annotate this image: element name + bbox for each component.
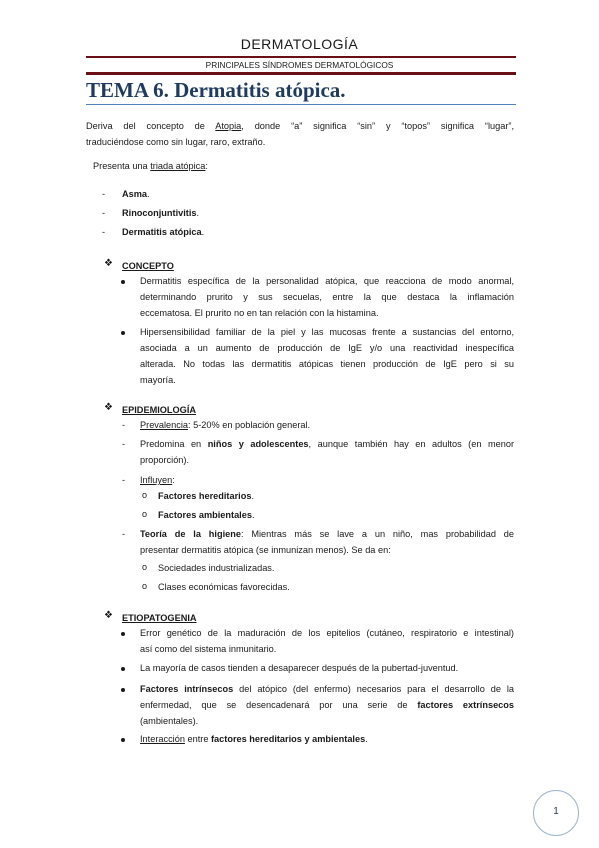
section-heading-epidemiologia: EPIDEMIOLOGÍA (122, 405, 197, 415)
influyen-term: Influyen (140, 475, 173, 485)
text-span: : Mientras más se lave a un niño, mas probabilidad de (240, 529, 514, 539)
term-intrinsecos: Factores intrínsecos (140, 684, 234, 694)
etio-bullet-3 (140, 681, 514, 729)
triad-item-rino: Rinoconjuntivitis. (122, 208, 200, 218)
term-adolescentes: adolescentes (250, 439, 309, 449)
triad-item-label: Rinoconjuntivitis (122, 208, 197, 218)
page-number: 1 (553, 806, 559, 817)
triad-intro (93, 158, 208, 174)
section-heading-concepto: CONCEPTO (122, 261, 174, 271)
dash-marker: - (122, 439, 126, 449)
bullet-dot-icon (121, 632, 125, 636)
term-factores: factores hereditarios y ambientales (211, 734, 366, 744)
influyen-line (140, 472, 175, 488)
bullet-dot-icon (121, 280, 125, 284)
text-line: asociada a un aumento de producción de IgE y/o una reactividad inespecífica (140, 343, 514, 353)
text-span: Predomina en (140, 439, 208, 449)
text-span: . (365, 734, 368, 744)
text-line: Hipersensibilidad familiar de la piel y las mucosas frente a sustancias del entorno, (140, 327, 514, 337)
header-rule-bottom (86, 72, 516, 75)
intro-text-a: Deriva del concepto de (86, 121, 216, 131)
text-line: alterada. No todas las dermatitis atópicas tienen producción de IgE pero si su (140, 359, 514, 369)
section-heading-etiopatogenia: ETIOPATOGENIA (122, 613, 197, 623)
influyen-item: Factores hereditarios. (158, 491, 255, 501)
bullet-dot-icon (121, 667, 125, 671)
bullet-dot-icon (121, 331, 125, 335)
running-header-title: DERMATOLOGÍA (240, 36, 359, 52)
prevalencia-text: : 5-20% en población general. (188, 420, 311, 430)
dash-marker: - (122, 420, 126, 430)
text-span: : (172, 475, 175, 485)
text-span: entre (184, 734, 211, 744)
text-span: , aunque también hay en adultos (en menor (308, 439, 515, 449)
diamond-bullet-icon: ❖ (104, 402, 113, 413)
concepto-bullet-2 (140, 324, 514, 388)
term-ninos: niños (207, 439, 233, 449)
intro-text-b: , donde “a” significa “sin” y “topos” significa “lugar”, (241, 121, 514, 131)
text-line: (ambientales). (140, 716, 199, 726)
page-title: TEMA 6. Dermatitis atópica. (86, 78, 346, 102)
teoria-subitem: Clases económicas favorecidas. (158, 582, 290, 592)
dash-marker: - (122, 529, 126, 539)
triad-item-dermatitis: Dermatitis atópica. (122, 227, 205, 237)
bullet-dot-icon (121, 688, 125, 692)
text-line: eccematosa. El prurito no en tan relación con la histamina. (140, 308, 379, 318)
bullet-dot-icon (121, 738, 125, 742)
triad-item-asma: Asma. (122, 189, 150, 199)
text-span: del atópico (del enfermo) necesarios para el desarrollo de la (233, 684, 514, 694)
etio-bullet-1 (140, 625, 514, 657)
teoria-subitem: Sociedades industrializadas. (158, 563, 275, 573)
circle-bullet-icon: o (142, 562, 148, 572)
text-line: determinando prurito y sus secuelas, entre la que destaca la inflamación (140, 292, 514, 302)
text-span: y (232, 439, 251, 449)
concepto-bullet-1 (140, 273, 514, 321)
item-label: Factores hereditarios (158, 491, 252, 501)
triad-colon: : (205, 161, 208, 171)
prevalencia-term: Prevalencia (140, 420, 189, 430)
item-label: Factores ambientales (158, 510, 252, 520)
triad-term: triada atópica (150, 161, 206, 171)
header-rule-top (86, 56, 516, 58)
term-extrinsecos: factores extrínsecos (417, 700, 515, 710)
text-line: mayoría. (140, 375, 176, 385)
circle-bullet-icon: o (142, 490, 148, 500)
influyen-item: Factores ambientales. (158, 510, 255, 520)
circle-bullet-icon: o (142, 509, 148, 519)
triad-item-label: Dermatitis atópica (122, 227, 202, 237)
text-line: así como del sistema inmunitario. (140, 644, 277, 654)
text-line: presentar dermatitis atópica (se inmunizan menos). Se da en: (140, 545, 391, 555)
teoria-item (140, 526, 514, 558)
dash-marker: - (122, 475, 126, 485)
running-header-subtitle: PRINCIPALES SÍNDROMES DERMATOLÓGICOS (205, 60, 394, 70)
atopia-term: Atopia (215, 121, 242, 131)
dash-marker: - (102, 208, 106, 218)
dash-marker: - (102, 189, 106, 199)
prevalencia-line (140, 417, 310, 433)
circle-bullet-icon: o (142, 581, 148, 591)
intro-paragraph (86, 118, 514, 150)
triad-text: Presenta una (93, 161, 151, 171)
interaccion-term: Interacción (140, 734, 185, 744)
intro-line-2: traduciéndose como sin lugar, raro, extraño. (86, 137, 266, 147)
text-line: Error genético de la maduración de los epitelios (cutáneo, respiratorio e intestinal) (140, 628, 514, 638)
dash-marker: - (102, 227, 106, 237)
triad-item-label: Asma (122, 189, 148, 199)
teoria-term: Teoría de la higiene (140, 529, 241, 539)
text-span: enfermedad, que se desencadenará por una serie de (140, 700, 418, 710)
diamond-bullet-icon: ❖ (104, 610, 113, 621)
text-line: proporción). (140, 455, 190, 465)
title-underline (86, 104, 516, 105)
predomina-item (140, 436, 514, 468)
diamond-bullet-icon: ❖ (104, 258, 113, 269)
etio-bullet-4 (140, 731, 368, 747)
text-line: Dermatitis específica de la personalidad atópica, que reacciona de modo anormal, (140, 276, 514, 286)
etio-bullet-2: La mayoría de casos tienden a desaparecer después de la pubertad-juventud. (140, 663, 459, 673)
